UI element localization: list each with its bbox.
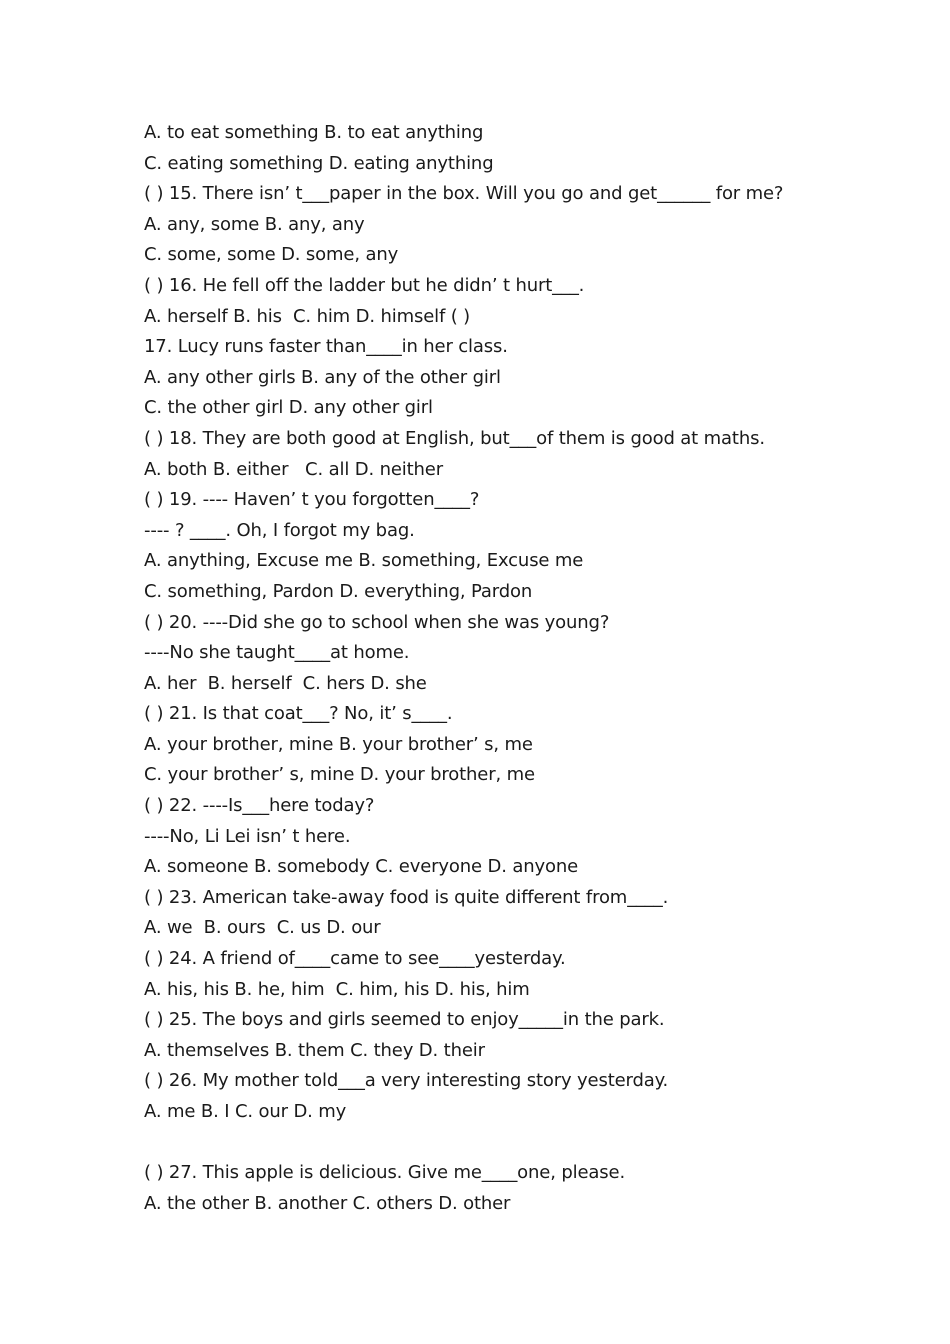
- options-line: A. both B. either C. all D. neither: [144, 458, 443, 480]
- options-line: C. your brother’ s, mine D. your brother, me: [144, 764, 535, 786]
- options-line: A. her B. herself C. hers D. she: [144, 672, 427, 694]
- options-line: A. his, his B. he, him C. him, his D. his, him: [144, 978, 530, 1000]
- options-line: A. any other girls B. any of the other girl: [144, 366, 501, 388]
- question-line: ( ) 16. He fell off the ladder but he didn’ t hurt___.: [144, 274, 585, 296]
- options-line: A. your brother, mine B. your brother’ s, me: [144, 733, 533, 755]
- question-line: ( ) 27. This apple is delicious. Give me____one, please.: [144, 1162, 626, 1184]
- question-line: ( ) 21. Is that coat___? No, it’ s____.: [144, 703, 453, 725]
- options-line: A. themselves B. them C. they D. their: [144, 1039, 485, 1061]
- text-line: A. to eat something B. to eat anything: [144, 122, 484, 143]
- question-line: ( ) 20. ----Did she go to school when she was young?: [144, 611, 610, 633]
- options-line: A. anything, Excuse me B. something, Excuse me: [144, 550, 584, 572]
- options-line: C. the other girl D. any other girl: [144, 397, 433, 419]
- question-line: 17. Lucy runs faster than____in her class.: [144, 336, 508, 358]
- options-line: A. any, some B. any, any: [144, 213, 365, 235]
- options-line: A. someone B. somebody C. everyone D. anyone: [144, 856, 579, 878]
- question-line: ----No she taught____at home.: [144, 642, 410, 664]
- options-line: A. herself B. his C. him D. himself ( ): [144, 305, 471, 327]
- question-line: ---- ? ____. Oh, I forgot my bag.: [144, 519, 415, 541]
- question-line: ( ) 26. My mother told___a very interesting story yesterday.: [144, 1070, 669, 1092]
- options-line: C. some, some D. some, any: [144, 244, 399, 266]
- question-line: ( ) 18. They are both good at English, but___of them is good at maths.: [144, 427, 765, 449]
- question-line: ----No, Li Lei isn’ t here.: [144, 825, 351, 847]
- options-line: A. we B. ours C. us D. our: [144, 917, 381, 939]
- text-line: C. eating something D. eating anything: [144, 152, 494, 174]
- blank-line: [144, 1128, 844, 1159]
- options-line: C. something, Pardon D. everything, Pardon: [144, 580, 533, 602]
- options-line: A. the other B. another C. others D. other: [144, 1192, 511, 1214]
- question-line: ( ) 23. American take-away food is quite different from____.: [144, 886, 669, 908]
- question-line: ( ) 24. A friend of____came to see____yesterday.: [144, 948, 566, 970]
- question-line: ( ) 25. The boys and girls seemed to enjoy_____in the park.: [144, 1009, 665, 1031]
- question-line: ( ) 19. ---- Haven’ t you forgotten____?: [144, 489, 480, 511]
- options-line: A. me B. I C. our D. my: [144, 1101, 347, 1122]
- question-line: ( ) 15. There isn’ t___paper in the box. Will you go and get______ for me?: [144, 183, 784, 205]
- document-body: [144, 118, 844, 1219]
- question-line: ( ) 22. ----Is___here today?: [144, 795, 375, 817]
